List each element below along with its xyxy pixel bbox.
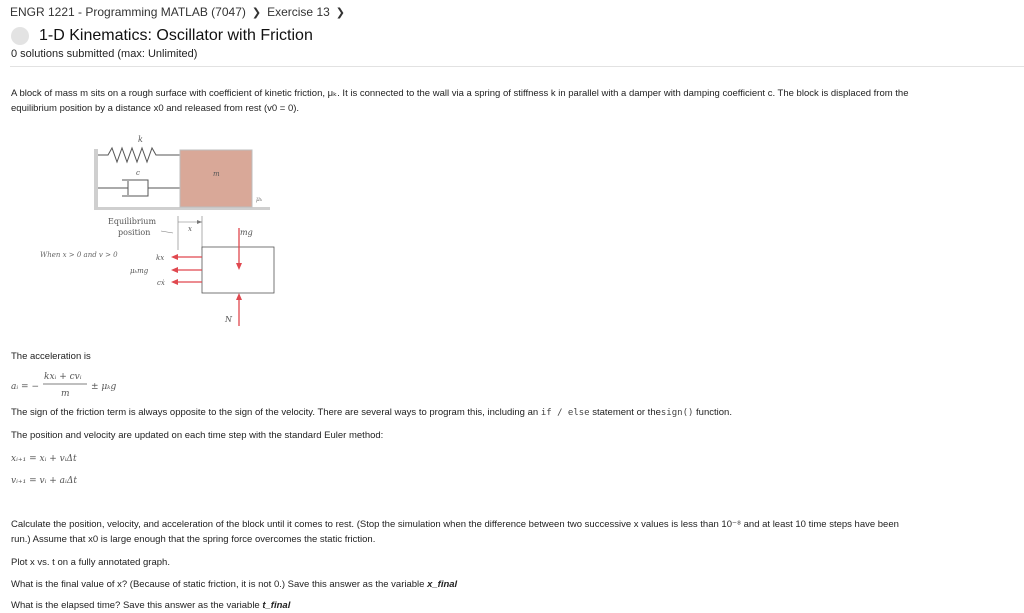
spring-label: k xyxy=(138,135,143,144)
code-sign: sign() xyxy=(660,408,694,418)
displacement-label: x xyxy=(188,225,192,233)
position-update-equation: xᵢ₊₁ = xᵢ + vᵢΔt xyxy=(11,454,77,464)
euler-intro: The position and velocity are updated on each time step with the standard Euler method: xyxy=(11,430,384,441)
normal-force-arrowhead xyxy=(236,293,242,300)
final-x-question xyxy=(11,577,457,592)
sign-text-after: function. xyxy=(696,407,732,418)
page-title: 1-D Kinematics: Oscillator with Friction xyxy=(39,27,313,44)
sign-paragraph xyxy=(11,405,732,421)
mass-block xyxy=(180,150,252,207)
submission-count: 0 solutions submitted (max: Unlimited) xyxy=(11,48,198,60)
spring xyxy=(98,148,180,162)
spring-force-label: kx xyxy=(156,254,165,262)
calc-line2: run.) Assume that x0 is large enough that the spring force overcomes the static friction. xyxy=(11,534,376,545)
friction-force-arrowhead xyxy=(171,267,178,273)
oscillator-diagram xyxy=(30,130,310,330)
damping-force-arrowhead xyxy=(171,279,178,285)
problem-intro-line1: A block of mass m sits on a rough surface with coefficient of kinetic friction, μₖ. It is connected to the wall via a spring of stiffness k in parallel with a damper with damping coefficient c. The block is displaced from the xyxy=(11,88,909,99)
problem-intro-line2: equilibrium position by a distance x0 and released from rest (v0 = 0). xyxy=(11,103,300,114)
breadcrumb-exercise-link[interactable]: Exercise 13 xyxy=(267,5,330,19)
equation-numerator: kxᵢ + cvᵢ xyxy=(44,372,82,382)
breadcrumb xyxy=(10,4,351,20)
final-x-text: What is the final value of x? (Because of static friction, it is not 0.) Save this answer as the variable xyxy=(11,579,425,590)
equation-denominator: m xyxy=(61,389,70,399)
chevron-right-icon: ❯ xyxy=(251,6,262,19)
acceleration-equation xyxy=(11,366,151,400)
plot-instruction: Plot x vs. t on a fully annotated graph. xyxy=(11,557,170,568)
free-body-block xyxy=(202,247,274,293)
equilibrium-label-line2: position xyxy=(118,228,151,237)
final-t-text: What is the elapsed time? Save this answer as the variable xyxy=(11,600,260,611)
calc-line1: Calculate the position, velocity, and acceleration of the block until it comes to rest. (Stop the simulation when the difference between two successive x values is less than 10⁻⁸ and at least 10 time steps have been xyxy=(11,519,899,530)
breadcrumb-course-link[interactable]: ENGR 1221 - Programming MATLAB (7047) xyxy=(10,5,246,19)
final-t-question xyxy=(11,598,290,613)
mass-label: m xyxy=(213,170,220,178)
code-if-else: if / else xyxy=(540,408,590,418)
sign-text-before: The sign of the friction term is always opposite to the sign of the velocity. There are several ways to program this, including an xyxy=(11,407,539,418)
displacement-arrowhead xyxy=(197,220,202,224)
condition-label: When x > 0 and v > 0 xyxy=(40,251,118,259)
equation-tail: ± μₖg xyxy=(91,382,117,392)
sign-text-mid: statement or the xyxy=(592,407,661,418)
velocity-update-equation: vᵢ₊₁ = vᵢ + aᵢΔt xyxy=(11,476,77,486)
acceleration-intro: The acceleration is xyxy=(11,351,91,362)
wall xyxy=(94,149,98,207)
euler-equations xyxy=(11,448,151,488)
weight-label: mg xyxy=(240,228,253,237)
spring-force-arrowhead xyxy=(171,254,178,260)
damper-label: c xyxy=(136,169,140,177)
final-t-variable: t_final xyxy=(262,600,291,611)
final-x-variable: x_final xyxy=(427,579,458,590)
chevron-right-icon: ❯ xyxy=(335,6,346,19)
damping-force-label: cẋ xyxy=(157,279,165,287)
equilibrium-label-line1: Equilibrium xyxy=(108,217,157,226)
title-row xyxy=(11,25,313,47)
equation-lhs: aᵢ = − xyxy=(11,382,39,392)
equilibrium-leader xyxy=(161,231,173,233)
header-divider xyxy=(10,66,1024,67)
friction-coefficient-label: μₖ xyxy=(256,196,263,203)
friction-force-label: μₖmg xyxy=(130,267,149,275)
normal-force-label: N xyxy=(225,315,232,324)
status-circle-icon xyxy=(11,27,29,45)
